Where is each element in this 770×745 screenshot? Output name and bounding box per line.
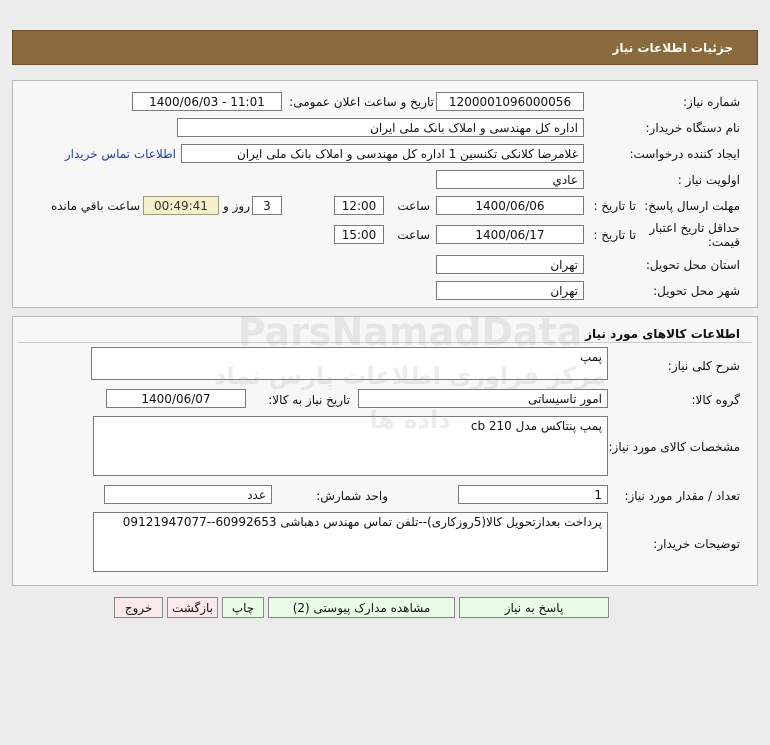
remaining-time-display: 00:49:41 <box>143 196 219 215</box>
announce-field: 1400/06/03 - 11:01 <box>132 92 282 111</box>
deadline-time-field: 12:00 <box>334 196 384 215</box>
deadline-label: مهلت ارسال پاسخ: <box>644 199 740 213</box>
validity-to-date-label: تا تاریخ : <box>593 228 636 242</box>
validity-label-line2: قیمت: <box>707 235 740 249</box>
need-number-label: شماره نیاز: <box>683 95 740 109</box>
reply-button[interactable]: پاسخ به نیاز <box>459 597 609 618</box>
days-label: روز و <box>223 199 250 213</box>
buyer-field: اداره کل مهندسی و املاک بانک ملی ایران <box>177 118 584 137</box>
need-info-panel <box>12 80 758 308</box>
remaining-time-label: ساعت باقي مانده <box>50 199 140 213</box>
validity-time-field: 15:00 <box>334 225 384 244</box>
need-number-field: 1200001096000056 <box>436 92 584 111</box>
goods-section-divider <box>18 342 752 343</box>
summary-label: شرح کلی نیاز: <box>667 359 740 373</box>
buyer-label: نام دستگاه خریدار: <box>645 121 740 135</box>
specs-label: مشخصات کالای مورد نیاز: <box>608 440 740 454</box>
deadline-to-date-label: تا تاریخ : <box>593 199 636 213</box>
qty-label: تعداد / مقدار مورد نیاز: <box>624 489 740 503</box>
deadline-time-label: ساعت <box>397 199 430 213</box>
validity-time-label: ساعت <box>397 228 430 242</box>
summary-field: پمپ <box>91 347 608 380</box>
validity-label-line1: حداقل تاریخ اعتبار <box>649 221 740 235</box>
days-remaining-field: 3 <box>252 196 282 215</box>
deadline-date-field: 1400/06/06 <box>436 196 584 215</box>
unit-label: واحد شمارش: <box>316 489 388 503</box>
group-field: امور تاسیساتی <box>358 389 608 408</box>
validity-date-field: 1400/06/17 <box>436 225 584 244</box>
attachments-button[interactable]: مشاهده مدارک پیوستی (2) <box>268 597 455 618</box>
goods-section-title: اطلاعات کالاهای مورد نیاز <box>585 327 740 341</box>
need-date-label: تاریخ نیاز به کالا: <box>268 393 350 407</box>
qty-field: 1 <box>458 485 608 504</box>
requester-field: غلامرضا کلانکی تکنسین 1 اداره کل مهندسی و املاک بانک ملی ایران <box>181 144 584 163</box>
requester-label: ایجاد کننده درخواست: <box>629 147 740 161</box>
exit-button[interactable]: خروج <box>114 597 163 618</box>
specs-field: پمپ پنتاکس مدل cb 210 <box>93 416 608 476</box>
province-label: استان محل تحویل: <box>645 258 740 272</box>
page-title: جزئیات اطلاعات نیاز <box>612 41 733 55</box>
city-field: تهران <box>436 281 584 300</box>
city-label: شهر محل تحویل: <box>653 284 740 298</box>
need-date-field: 1400/06/07 <box>106 389 246 408</box>
notes-field: پرداخت بعدازتحویل کالا(5روزکاری)--تلفن تماس مهندس دهباشی 60992653--09121947077 <box>93 512 608 572</box>
print-button[interactable]: چاپ <box>222 597 264 618</box>
back-button[interactable]: بازگشت <box>167 597 218 618</box>
notes-label: توضیحات خریدار: <box>653 537 740 551</box>
unit-field: عدد <box>104 485 272 504</box>
province-field: تهران <box>436 255 584 274</box>
group-label: گروه کالا: <box>691 393 740 407</box>
priority-field: عادي <box>436 170 584 189</box>
page-header <box>12 30 758 65</box>
buyer-contact-link[interactable]: اطلاعات تماس خریدار <box>64 147 176 161</box>
announce-label: تاریخ و ساعت اعلان عمومی: <box>289 95 434 109</box>
priority-label: اولویت نیاز : <box>677 173 740 187</box>
